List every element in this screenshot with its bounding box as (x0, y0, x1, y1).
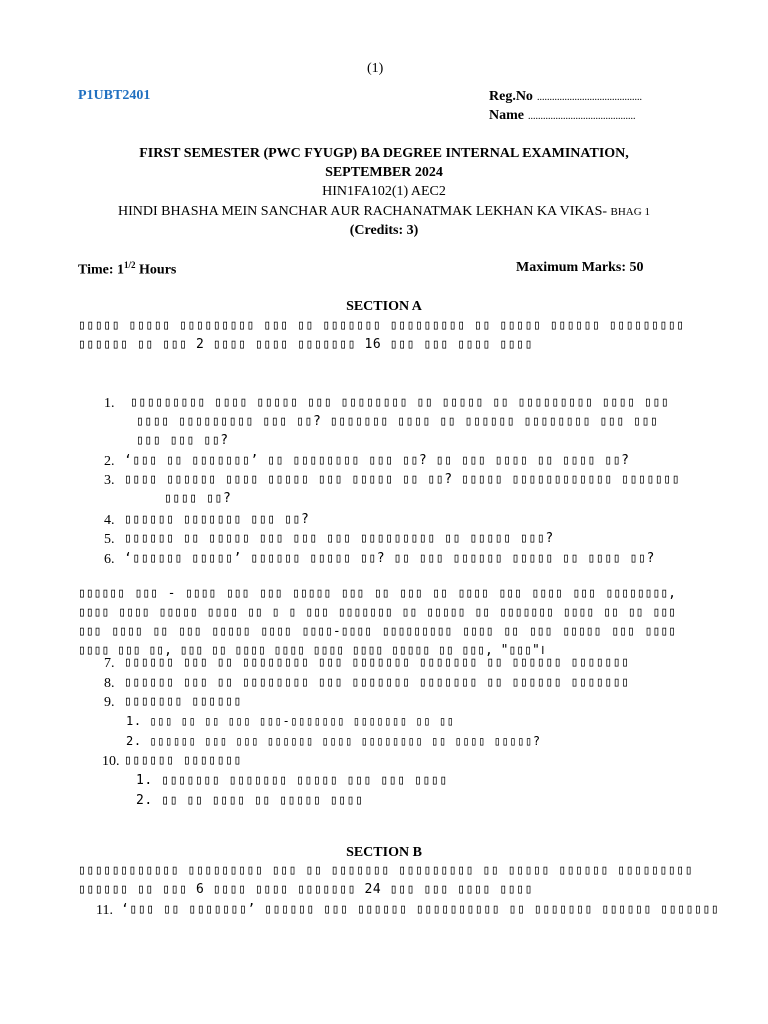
exam-title-line2: SEPTEMBER 2024 (325, 165, 443, 180)
section-a-instruction-1: ▯▯▯▯▯ ▯▯▯▯▯ ▯▯▯▯▯▯▯▯▯ ▯▯▯ ▯▯ ▯▯▯▯▯▯▯ ▯▯▯▯▯▯▯▯▯ ▯▯ ▯▯▯▯▯ ▯▯▯▯▯▯ ▯▯▯▯▯▯▯▯▯ (78, 318, 685, 333)
question-10-option-1: 1. ▯▯▯▯▯▯▯ ▯▯▯▯▯▯▯ ▯▯▯▯▯ ▯▯▯ ▯▯▯ ▯▯▯▯ (136, 773, 448, 788)
question-number: 2. (104, 454, 115, 469)
time-allowed (78, 260, 176, 279)
section-a-heading: SECTION A (346, 299, 422, 314)
reg-no-label: Reg.No (489, 89, 533, 104)
time-superscript: 1/2 (124, 260, 136, 270)
course-name-line (0, 204, 768, 220)
name-line (489, 106, 636, 124)
reg-no-dots: .......................................... (536, 92, 642, 103)
section-a-instruction-2: ▯▯▯▯▯▯ ▯▯ ▯▯▯ 2 ▯▯▯▯ ▯▯▯▯ ▯▯▯▯▯▯▯ 16 ▯▯▯ ▯▯▯ ▯▯▯▯ ▯▯▯▯ (78, 337, 534, 352)
section-b-instruction-2: ▯▯▯▯▯▯ ▯▯ ▯▯▯ 6 ▯▯▯▯ ▯▯▯▯ ▯▯▯▯▯▯▯ 24 ▯▯▯ ▯▯▯ ▯▯▯▯ ▯▯▯▯ (78, 882, 534, 897)
section-b-heading: SECTION B (346, 845, 422, 860)
time-label: Time: 1 (78, 262, 125, 278)
question-6: ‘▯▯▯▯▯▯ ▯▯▯▯▯’ ▯▯▯▯▯▯ ▯▯▯▯▯ ▯▯? ▯▯ ▯▯▯ ▯▯▯▯▯▯ ▯▯▯▯▯ ▯▯ ▯▯▯▯ ▯▯? (124, 551, 655, 566)
question-1-line-2: ▯▯▯▯ ▯▯▯▯▯▯▯▯▯ ▯▯▯ ▯▯? ▯▯▯▯▯▯▯ ▯▯▯▯ ▯▯ ▯▯▯▯▯▯ ▯▯▯▯▯▯▯▯ ▯▯▯ ▯▯▯ (136, 414, 659, 429)
question-3-line-1: ▯▯▯▯ ▯▯▯▯▯▯ ▯▯▯▯ ▯▯▯▯▯ ▯▯▯ ▯▯▯▯▯ ▯▯ ▯▯? ▯▯▯▯▯ ▯▯▯▯▯▯▯▯▯▯▯▯ ▯▯▯▯▯▯▯ (124, 472, 681, 487)
question-number: 7. (104, 656, 115, 671)
question-3-line-2: ▯▯▯▯ ▯▯? (164, 491, 232, 506)
question-number: 5. (104, 532, 115, 547)
question-number: 6. (104, 552, 115, 567)
question-10-option-2: 2. ▯▯ ▯▯ ▯▯▯▯ ▯▯ ▯▯▯▯▯ ▯▯▯▯ (136, 793, 364, 808)
course-part: BHAG 1 (610, 206, 650, 218)
page-number: (1) (367, 61, 384, 76)
name-dots: ........................................... (528, 111, 636, 122)
question-1-line-3: ▯▯▯ ▯▯▯ ▯▯? (136, 433, 229, 448)
question-number: 1. (104, 396, 115, 411)
credits: (Credits: 3) (349, 223, 419, 238)
question-number: 11. (96, 903, 113, 918)
course-name: HINDI BHASHA MEIN SANCHAR AUR RACHANATMAK LEKHAN KA VIKAS- (118, 204, 608, 219)
question-1-line-1: ▯▯▯▯▯▯▯▯▯ ▯▯▯▯ ▯▯▯▯▯ ▯▯▯ ▯▯▯▯▯▯▯▯ ▯▯ ▯▯▯▯▯ ▯▯ ▯▯▯▯▯▯▯▯▯ ▯▯▯▯ ▯▯▯ (130, 395, 670, 410)
question-10: ▯▯▯▯▯▯ ▯▯▯▯▯▯▯ (124, 753, 242, 768)
question-number: 8. (104, 676, 115, 691)
name-label: Name (489, 108, 524, 123)
max-marks: Maximum Marks: 50 (516, 260, 644, 275)
question-9: ▯▯▯▯▯▯▯ ▯▯▯▯▯▯ (124, 694, 242, 709)
passage: ▯▯▯▯▯▯ ▯▯▯ - ▯▯▯▯ ▯▯▯ ▯▯▯ ▯▯▯▯▯ ▯▯▯ ▯▯ ▯▯▯ ▯▯ ▯▯▯▯ ▯▯▯ ▯▯▯▯ ▯▯▯ ▯▯▯▯▯▯▯▯, ▯▯▯▯ ▯▯▯▯ ▯▯▯▯▯ ▯▯▯▯ ▯▯ ▯ ▯ ▯▯▯ ▯▯▯▯▯▯▯ ▯▯ ▯▯▯▯▯ ▯▯ ▯▯▯▯▯▯▯ ▯▯▯▯ ▯▯ ▯▯ ▯▯▯ ▯▯▯ ▯▯▯▯ ▯▯ ▯▯▯ ▯▯▯▯▯ ▯▯▯▯ ▯▯▯▯-▯▯▯▯ ▯▯▯▯▯▯▯▯▯ ▯▯▯▯ ▯▯ ▯▯▯ ▯▯▯▯▯ ▯▯▯ ▯▯▯▯ ▯▯▯▯ ▯▯▯ ▯▯, ▯▯▯ ▯▯ ▯▯▯▯ ▯▯▯▯ ▯▯▯▯ ▯▯▯▯ ▯▯▯▯▯ ▯▯ ▯▯▯, "▯▯▯"। (78, 586, 676, 658)
question-5: ▯▯▯▯▯▯ ▯▯ ▯▯▯▯▯ ▯▯▯ ▯▯▯ ▯▯▯ ▯▯▯▯▯▯▯▯▯ ▯▯ ▯▯▯▯▯ ▯▯▯? (124, 531, 554, 546)
reg-no-line (489, 87, 642, 105)
question-number: 4. (104, 513, 115, 528)
question-4: ▯▯▯▯▯▯ ▯▯▯▯▯▯▯ ▯▯▯ ▯▯? (124, 512, 310, 527)
course-code: HIN1FA102(1) AEC2 (322, 184, 446, 199)
exam-title-line1: FIRST SEMESTER (PWC FYUGP) BA DEGREE INTERNAL EXAMINATION, (139, 146, 629, 161)
question-9-option-1: 1. ▯▯▯ ▯▯ ▯▯ ▯▯▯ ▯▯▯-▯▯▯▯▯▯▯ ▯▯▯▯▯▯▯ ▯▯ ▯▯ (126, 714, 455, 728)
question-number: 9. (104, 695, 115, 710)
paper-code: P1UBT2401 (78, 88, 151, 103)
question-2: ‘▯▯▯ ▯▯ ▯▯▯▯▯▯▯’ ▯▯ ▯▯▯▯▯▯▯▯ ▯▯▯ ▯▯? ▯▯ ▯▯▯ ▯▯▯▯ ▯▯ ▯▯▯▯ ▯▯? (124, 453, 630, 468)
question-number: 10. (102, 754, 120, 769)
question-9-option-2: 2. ▯▯▯▯▯▯ ▯▯▯ ▯▯▯ ▯▯▯▯▯▯ ▯▯▯▯ ▯▯▯▯▯▯▯▯ ▯▯ ▯▯▯▯ ▯▯▯▯▯? (126, 734, 541, 748)
question-7: ▯▯▯▯▯▯ ▯▯▯ ▯▯ ▯▯▯▯▯▯▯▯ ▯▯▯ ▯▯▯▯▯▯▯ ▯▯▯▯▯▯▯ ▯▯ ▯▯▯▯▯▯ ▯▯▯▯▯▯▯ (124, 655, 630, 670)
question-8: ▯▯▯▯▯▯ ▯▯▯ ▯▯ ▯▯▯▯▯▯▯▯ ▯▯▯ ▯▯▯▯▯▯▯ ▯▯▯▯▯▯▯ ▯▯ ▯▯▯▯▯▯ ▯▯▯▯▯▯▯ (124, 675, 630, 690)
section-b-instruction-1: ▯▯▯▯▯▯▯▯▯▯▯▯ ▯▯▯▯▯▯▯▯▯ ▯▯▯ ▯▯ ▯▯▯▯▯▯▯ ▯▯▯▯▯▯▯▯▯ ▯▯ ▯▯▯▯▯ ▯▯▯▯▯▯ ▯▯▯▯▯▯▯▯▯ (78, 863, 694, 878)
question-number: 3. (104, 473, 115, 488)
question-11: ‘▯▯▯ ▯▯ ▯▯▯▯▯▯▯’ ▯▯▯▯▯▯ ▯▯▯ ▯▯▯▯▯▯ ▯▯▯▯▯▯▯▯▯▯ ▯▯ ▯▯▯▯▯▯▯ ▯▯▯▯▯▯ ▯▯▯▯▯▯▯ (121, 902, 720, 917)
time-unit: Hours (135, 262, 177, 278)
